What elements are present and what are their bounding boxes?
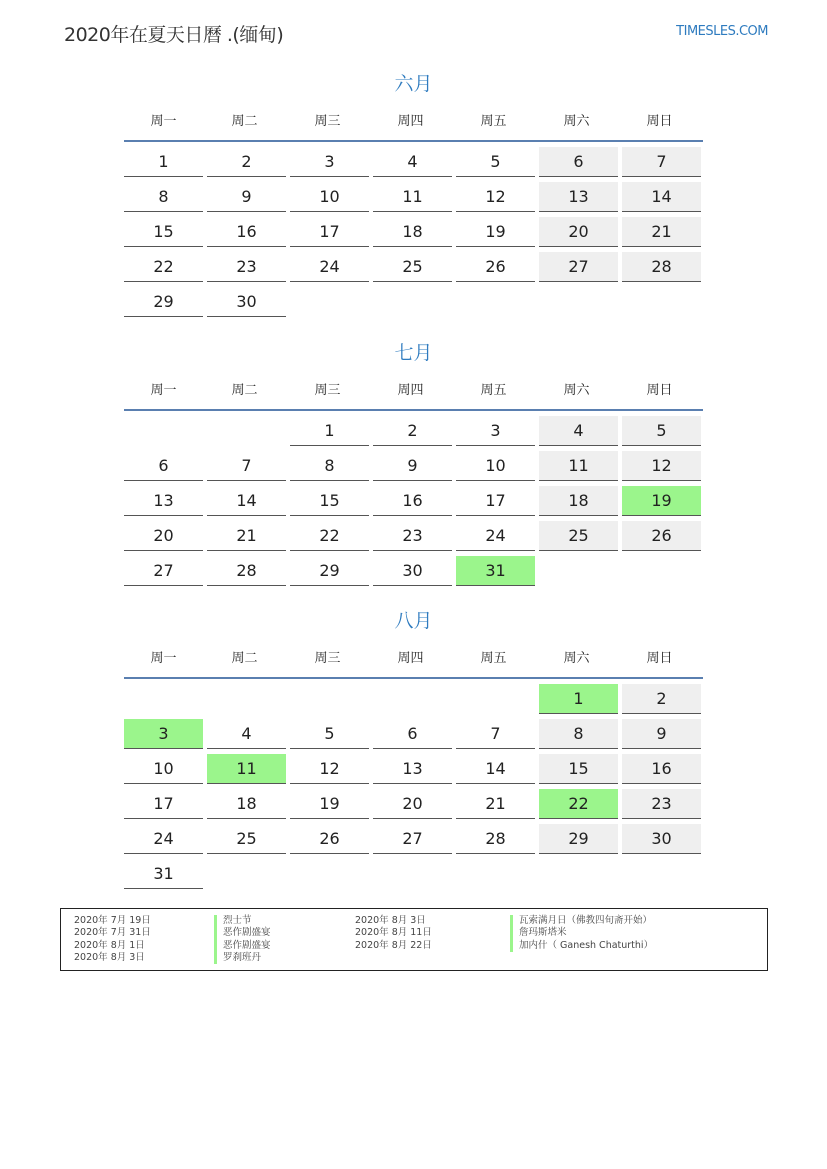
day-cell: 21 [456,789,535,819]
empty-cell [373,287,452,316]
day-cell: 23 [207,252,286,282]
month-title: 六月 [394,73,433,95]
legend-right-names [510,915,653,952]
month-july [124,339,703,586]
month-august [124,607,703,889]
empty-cell [456,287,535,316]
day-cell: 22 [290,521,369,551]
day-cell: 9 [622,719,701,749]
day-cell: 14 [456,754,535,784]
day-cell: 25 [539,521,618,551]
empty-cell [373,859,452,888]
day-cell: 5 [622,416,701,446]
legend-left-names [214,915,271,964]
empty-cell [622,859,701,888]
day-cell: 31 [456,556,535,586]
empty-cell [290,859,369,888]
day-cell: 1 [124,147,203,177]
day-cell: 10 [456,451,535,481]
legend-date: 2020年 7月 19日 [74,915,151,926]
day-cell: 4 [373,147,452,177]
day-cell: 26 [290,824,369,854]
weekday-label: 周五 [480,113,507,129]
day-cell: 26 [456,252,535,282]
weekday-label: 周二 [231,382,258,398]
legend-date: 2020年 8月 11日 [355,927,432,939]
day-cell: 27 [373,824,452,854]
day-cell: 28 [622,252,701,282]
day-cell: 31 [124,859,203,889]
day-cell: 30 [373,556,452,586]
day-grid [124,147,703,317]
day-cell: 12 [456,182,535,212]
day-cell: 24 [456,521,535,551]
day-cell: 12 [622,451,701,481]
day-cell: 9 [207,182,286,212]
day-cell: 15 [290,486,369,516]
day-grid [124,684,703,889]
day-cell: 16 [207,217,286,247]
day-cell: 11 [539,451,618,481]
empty-cell [539,859,618,888]
day-cell: 18 [539,486,618,516]
day-cell: 30 [622,824,701,854]
day-cell: 14 [207,486,286,516]
day-cell: 18 [207,789,286,819]
empty-cell [124,684,203,713]
weekday-label: 周四 [397,382,424,398]
day-cell: 4 [539,416,618,446]
weekday-label: 周三 [314,113,341,129]
empty-cell [456,684,535,713]
legend-date: 2020年 8月 3日 [355,915,426,926]
weekday-label: 周六 [563,382,590,398]
weekday-label: 周三 [314,650,341,666]
day-cell: 13 [124,486,203,516]
day-cell: 4 [207,719,286,749]
day-cell: 20 [124,521,203,551]
day-cell: 2 [622,684,701,714]
empty-cell [539,556,618,585]
legend-holiday-name: 詹玛斯塔米 [510,927,653,939]
day-cell: 14 [622,182,701,212]
day-cell: 5 [456,147,535,177]
weekday-label: 周日 [646,650,673,666]
day-cell: 10 [290,182,369,212]
weekday-header [124,635,703,679]
day-cell: 30 [207,287,286,317]
day-cell: 24 [124,824,203,854]
day-cell: 17 [290,217,369,247]
day-cell: 13 [373,754,452,784]
day-cell: 24 [290,252,369,282]
day-cell: 29 [290,556,369,586]
month-title: 七月 [394,342,433,364]
day-cell: 17 [456,486,535,516]
day-cell: 2 [207,147,286,177]
day-cell: 27 [539,252,618,282]
day-cell: 8 [290,451,369,481]
day-cell: 11 [373,182,452,212]
day-cell: 21 [207,521,286,551]
day-cell: 25 [207,824,286,854]
day-cell: 28 [207,556,286,586]
empty-cell [622,556,701,585]
weekday-label: 周日 [646,113,673,129]
day-cell: 18 [373,217,452,247]
day-cell: 1 [290,416,369,446]
empty-cell [290,684,369,713]
day-cell: 3 [124,719,203,749]
legend-holiday-name: 恶作剧盛宴 [214,927,271,939]
legend-holiday-name: 罗刹班丹 [214,952,271,964]
day-cell: 22 [539,789,618,819]
weekday-label: 周一 [150,650,177,666]
legend-holiday-name: 恶作剧盛宴 [214,940,271,952]
weekday-label: 周二 [231,113,258,129]
weekday-label: 周三 [314,382,341,398]
day-cell: 15 [124,217,203,247]
weekday-label: 周四 [397,650,424,666]
day-cell: 17 [124,789,203,819]
empty-cell [207,416,286,445]
weekday-label: 周六 [563,650,590,666]
day-cell: 3 [290,147,369,177]
day-cell: 3 [456,416,535,446]
day-cell: 19 [290,789,369,819]
day-cell: 19 [456,217,535,247]
day-cell: 28 [456,824,535,854]
day-cell: 25 [373,252,452,282]
legend-holiday-name: 烈士节 [214,915,271,927]
day-cell: 20 [373,789,452,819]
legend-holiday-name: 瓦索满月日（佛教四旬斋开始） [510,915,653,927]
day-cell: 6 [373,719,452,749]
legend-date: 2020年 8月 22日 [355,939,432,951]
day-cell: 21 [622,217,701,247]
empty-cell [539,287,618,316]
month-title: 八月 [394,610,433,632]
day-cell: 29 [124,287,203,317]
weekday-label: 周二 [231,650,258,666]
day-cell: 12 [290,754,369,784]
legend-date: 2020年 8月 1日 [74,939,145,951]
day-cell: 19 [622,486,701,516]
weekday-label: 周五 [480,382,507,398]
page-title: 2020年在夏天日曆 .(缅甸) [64,24,284,46]
empty-cell [290,287,369,316]
weekday-label: 周一 [150,113,177,129]
day-cell: 7 [207,451,286,481]
day-cell: 23 [622,789,701,819]
legend-holiday-name: 加内什（ Ganesh Chaturthi） [510,940,653,952]
day-cell: 15 [539,754,618,784]
site-link[interactable]: TIMESLES.COM [676,24,768,39]
day-cell: 16 [622,754,701,784]
day-cell: 9 [373,451,452,481]
day-cell: 22 [124,252,203,282]
day-cell: 13 [539,182,618,212]
day-cell: 11 [207,754,286,784]
day-cell: 5 [290,719,369,749]
day-cell: 20 [539,217,618,247]
weekday-header [124,367,703,411]
weekday-header [124,98,703,142]
day-cell: 16 [373,486,452,516]
legend-date: 2020年 8月 3日 [74,951,145,963]
day-cell: 7 [456,719,535,749]
day-cell: 8 [124,182,203,212]
month-june [124,70,703,317]
legend-right-dates [355,915,432,952]
day-cell: 10 [124,754,203,784]
day-cell: 8 [539,719,618,749]
day-cell: 2 [373,416,452,446]
empty-cell [373,684,452,713]
day-cell: 29 [539,824,618,854]
day-cell: 23 [373,521,452,551]
weekday-label: 周六 [563,113,590,129]
empty-cell [124,416,203,445]
weekday-label: 周一 [150,382,177,398]
day-cell: 27 [124,556,203,586]
weekday-label: 周日 [646,382,673,398]
day-cell: 26 [622,521,701,551]
weekday-label: 周五 [480,650,507,666]
day-cell: 6 [124,451,203,481]
day-cell: 6 [539,147,618,177]
day-cell: 1 [539,684,618,714]
holiday-legend [60,908,768,971]
legend-left-dates [74,915,151,964]
empty-cell [207,859,286,888]
weekday-label: 周四 [397,113,424,129]
empty-cell [456,859,535,888]
empty-cell [622,287,701,316]
empty-cell [207,684,286,713]
day-cell: 7 [622,147,701,177]
legend-date: 2020年 7月 31日 [74,927,151,939]
day-grid [124,416,703,586]
